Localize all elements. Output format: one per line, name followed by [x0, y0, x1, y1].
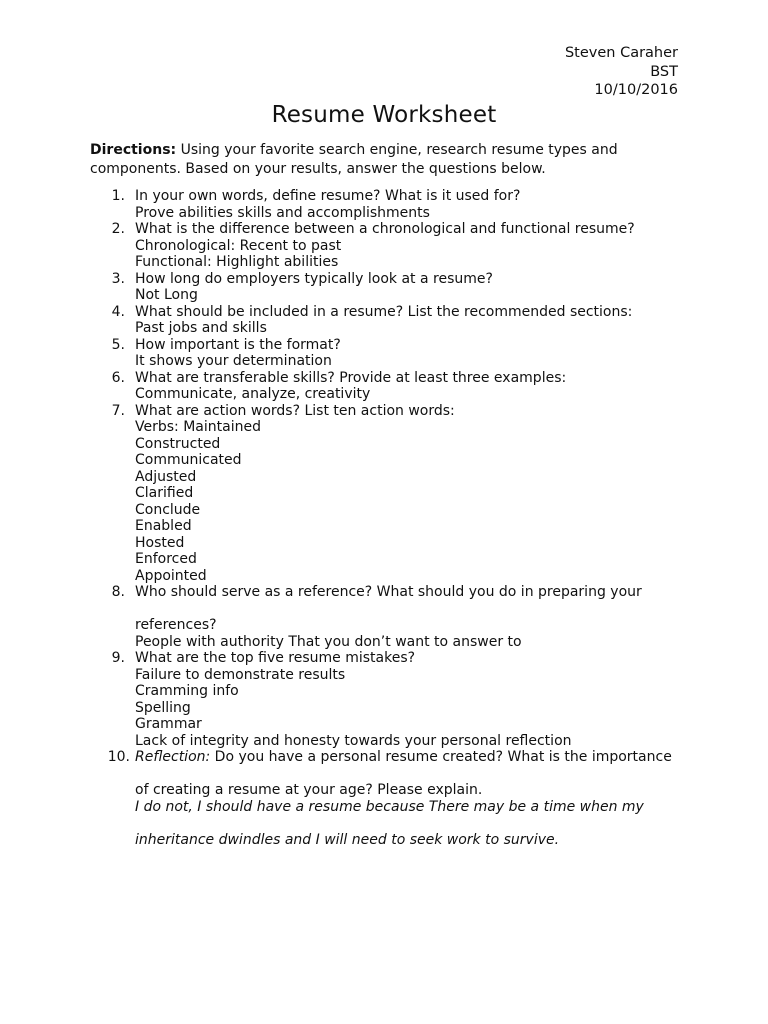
answer-line: Appointed: [135, 567, 207, 584]
blank-line: [135, 601, 690, 618]
question-item-7: [90, 403, 690, 585]
directions-label: Directions:: [90, 142, 177, 158]
answer-line: Communicated: [135, 452, 242, 468]
question-number: 9.: [111, 650, 125, 666]
answer-line: Past jobs and skills: [135, 320, 267, 336]
question-text: What is the difference between a chronological and functional resume?: [135, 221, 635, 237]
question-text: [135, 749, 690, 766]
class-name: BST: [650, 63, 678, 80]
question-text-continued: references?: [135, 617, 217, 633]
answer-line: People with authority That you don’t want to answer to: [135, 633, 522, 650]
answer-line: Functional: Highlight abilities: [135, 254, 339, 270]
answer-line: Spelling: [135, 699, 191, 716]
blank-line: [135, 766, 690, 783]
answer-line: I do not, I should have a resume because There may be a time when my: [135, 798, 644, 815]
answer-line: Conclude: [135, 501, 201, 518]
reflection-label: Reflection:: [135, 749, 211, 765]
question-number: 3.: [111, 270, 125, 287]
question-item-2: [90, 221, 690, 271]
student-name: Steven Caraher: [564, 45, 678, 61]
question-number: 6.: [111, 369, 125, 386]
answer-line: Clarified: [135, 485, 194, 501]
question-number: 4.: [111, 303, 125, 320]
answer-line: Enforced: [135, 551, 197, 567]
answer-line: Failure to demonstrate results: [135, 666, 346, 683]
answer-line: Cramming info: [135, 683, 239, 699]
question-list: [90, 188, 690, 848]
question-text: Who should serve as a reference? What should you do in preparing your: [135, 584, 642, 600]
question-number: 1.: [111, 188, 125, 204]
question-item-10: [90, 749, 690, 848]
question-text: In your own words, define resume? What is it used for?: [135, 188, 521, 204]
question-item-5: [90, 337, 690, 370]
answer-line: Grammar: [135, 716, 202, 732]
question-number: 8.: [111, 584, 125, 600]
question-item-8: [90, 584, 690, 650]
question-text: What should be included in a resume? List the recommended sections:: [135, 303, 633, 320]
answer-line: Enabled: [135, 518, 192, 534]
answer-line: Chronological: Recent to past: [135, 237, 342, 254]
question-text: What are the top five resume mistakes?: [135, 650, 416, 666]
question-item-9: [90, 650, 690, 749]
question-text-continued: of creating a resume at your age? Please explain.: [135, 782, 483, 798]
answer-line: Adjusted: [135, 468, 197, 485]
question-number: 2.: [111, 221, 125, 237]
blank-line: [135, 815, 690, 832]
answer-line: inheritance dwindles and I will need to seek work to survive.: [135, 831, 560, 848]
document-date: 10/10/2016: [594, 82, 678, 98]
answer-line: Verbs: Maintained: [135, 419, 261, 435]
answer-line: Not Long: [135, 287, 198, 303]
answer-line: Communicate, analyze, creativity: [135, 386, 371, 402]
reflection-question: Do you have a personal resume created? What is the importance: [210, 749, 672, 765]
directions-text: Using your favorite search engine, research resume types and components. Based on your results, answer the questions below.: [90, 142, 618, 177]
question-item-3: [90, 271, 690, 304]
directions-paragraph: [90, 141, 690, 179]
answer-line: It shows your determination: [135, 353, 332, 369]
question-text: How long do employers typically look at a resume?: [135, 270, 493, 287]
answer-line: Constructed: [135, 435, 221, 452]
question-number: 7.: [111, 402, 125, 419]
question-item-6: [90, 370, 690, 403]
answer-line: Prove abilities skills and accomplishments: [135, 204, 430, 221]
question-item-1: [90, 188, 690, 221]
answer-line: Hosted: [135, 534, 185, 551]
question-number: 5.: [111, 336, 125, 353]
document-title: Resume Worksheet: [271, 102, 497, 128]
question-text: What are transferable skills? Provide at least three examples:: [135, 369, 567, 386]
question-item-4: [90, 304, 690, 337]
header-block: [565, 44, 678, 100]
question-text: What are action words? List ten action words:: [135, 402, 455, 419]
question-text: How important is the format?: [135, 336, 341, 353]
question-number: 10.: [107, 749, 130, 765]
answer-line: Lack of integrity and honesty towards your personal reflection: [135, 732, 572, 749]
